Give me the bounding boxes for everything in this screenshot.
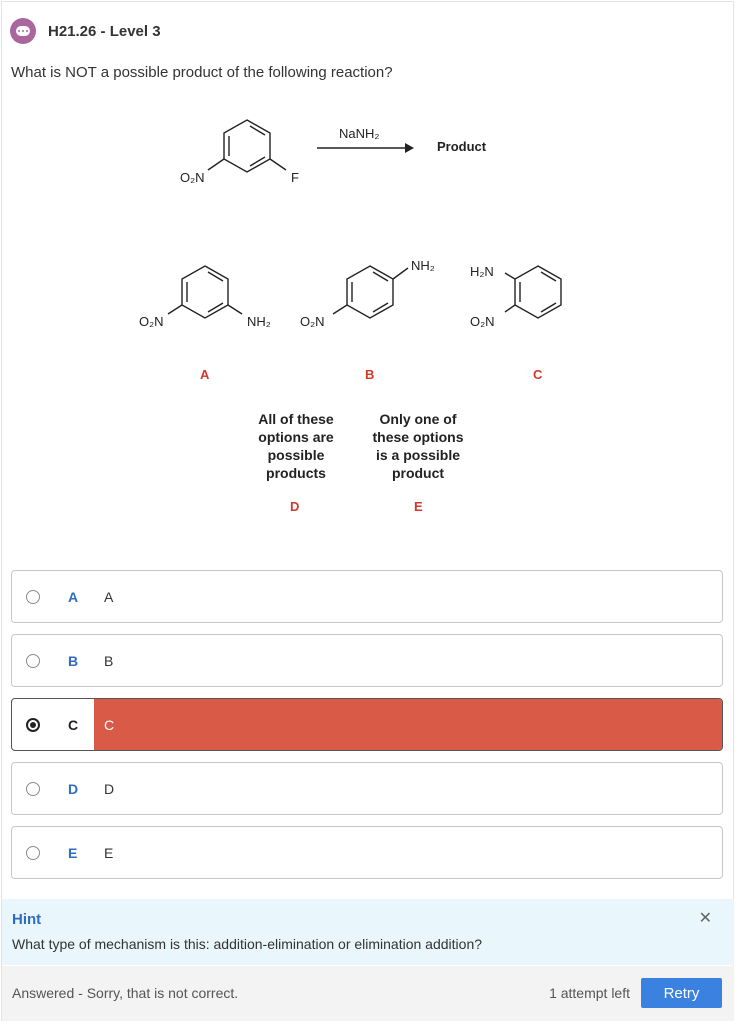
question-header (10, 16, 161, 46)
option-a-no2-label: O₂N (139, 314, 164, 329)
incorrect-highlight (94, 699, 722, 750)
option-d-figure-label: D (290, 499, 300, 514)
retry-button[interactable]: Retry (641, 978, 722, 1008)
radio-button[interactable] (26, 590, 40, 604)
option-a-figure-label: A (200, 367, 210, 382)
answer-option-c[interactable] (11, 698, 723, 751)
option-c-h2n-label: H₂N (470, 264, 494, 279)
reactant-no2-label: O₂N (180, 170, 205, 185)
option-e-text-line: Only one of (379, 411, 457, 427)
hint-title: Hint (12, 911, 42, 928)
reaction-diagram (0, 100, 736, 530)
radio-button[interactable] (26, 654, 40, 668)
option-d-text-line: options are (258, 429, 334, 445)
option-text: A (104, 588, 114, 605)
option-text: B (104, 652, 114, 669)
option-c-no2-label: O₂N (470, 314, 495, 329)
attempts-left: 1 attempt left (549, 985, 630, 1001)
option-e-text-line: these options (372, 429, 464, 445)
product-label: Product (437, 139, 487, 154)
answer-option-b[interactable] (11, 634, 723, 687)
option-e-figure-label: E (414, 499, 423, 514)
reagent-label: NaNH₂ (339, 126, 380, 141)
option-e-text-line: product (391, 465, 445, 481)
option-letter: B (68, 652, 79, 669)
hint-text: What type of mechanism is this: addition-elimination or elimination addition? (12, 936, 483, 952)
option-b-nh2-label: NH₂ (411, 258, 435, 273)
option-e-text-line: is a possible (375, 447, 461, 463)
reactant-f-label: F (291, 170, 299, 185)
option-b-figure-label: B (365, 367, 375, 382)
option-c-figure-label: C (533, 367, 543, 382)
option-d-text-line: possible (267, 447, 325, 463)
option-letter: A (68, 588, 79, 605)
option-letter: E (68, 844, 78, 861)
close-icon[interactable]: ✕ (698, 910, 712, 927)
question-title: H21.26 - Level 3 (48, 22, 161, 40)
option-letter: D (68, 780, 79, 797)
option-b-no2-label: O₂N (300, 314, 325, 329)
answer-options (11, 570, 723, 890)
radio-button[interactable] (26, 782, 40, 796)
answer-option-d[interactable] (11, 762, 723, 815)
answer-footer (2, 966, 734, 1021)
option-d-text-line: All of these (258, 411, 334, 427)
option-text: D (104, 780, 115, 797)
reaction-figure (0, 100, 736, 530)
option-letter: C (68, 716, 79, 733)
hint-panel (2, 899, 734, 965)
reaction-arrow-head (405, 143, 414, 153)
option-d-text-line: products (266, 465, 326, 481)
question-text: What is NOT a possible product of the following reaction? (11, 64, 393, 81)
option-a-nh2-label: NH₂ (247, 314, 271, 329)
radio-button-checked[interactable] (26, 718, 40, 732)
answer-status: Answered - Sorry, that is not correct. (12, 985, 239, 1001)
option-text: E (104, 844, 114, 861)
radio-button[interactable] (26, 846, 40, 860)
option-text: C (104, 716, 115, 733)
answer-option-e[interactable] (11, 826, 723, 879)
answer-option-a[interactable] (11, 570, 723, 623)
chat-bubble-icon (10, 18, 36, 44)
